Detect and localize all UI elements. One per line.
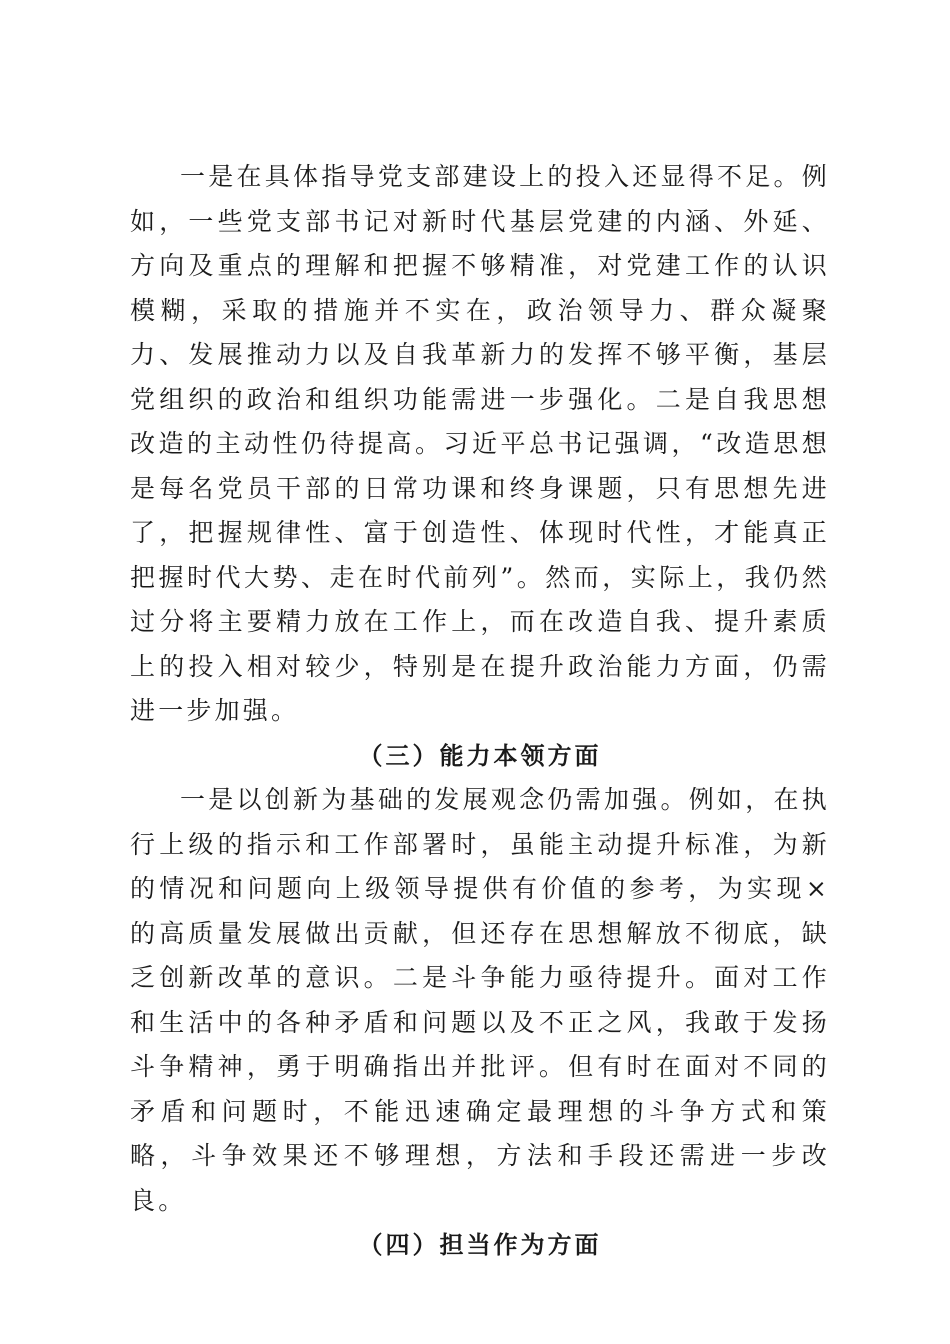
section-heading-3: （三）能力本领方面 <box>358 741 602 770</box>
section-heading-4: （四）担当作为方面 <box>358 1231 602 1259</box>
body-paragraph: 一是在具体指导党支部建设上的投入还显得不足。例如，一些党支部书记对新时代基层党建的内涵、外延、方向及重点的理解和把握不够精准，对党建工作的认识模糊，采取的措施并不实在，政治领导力、群众凝聚力、发展推动力以及自我革新力的发挥不够平衡，基层党组织的政治和组织功能需进一步强化。二是自我思想改造的主动性仍待提高。习近平总书记强调，“改造思想是每名党员干部的日常功课和终身课题，只有思想先进了，把握规律性、富于创造性、体现时代性，才能真正把握时代大势、走在时代前列”。然而，实际上，我仍然过分将主要精力放在工作上，而在改造自我、提升素质上的投入相对较少，特别是在提升政治能力方面，仍需进一步加强。 <box>130 162 830 725</box>
document-body <box>130 155 830 1268</box>
body-paragraph: 一是以创新为基础的发展观念仍需加强。例如，在执行上级的指示和工作部署时，虽能主动提升标准，为新的情况和问题向上级领导提供有价值的参考，为实现×的高质量发展做出贡献，但还存在思想解放不彻底，缺乏创新改革的意识。二是斗争能力亟待提升。面对工作和生活中的各种矛盾和问题以及不正之风，我敢于发扬斗争精神，勇于明确指出并批评。但有时在面对不同的矛盾和问题时，不能迅速确定最理想的斗争方式和策略，斗争效果还不够理想，方法和手段还需进一步改良。 <box>130 785 830 1215</box>
